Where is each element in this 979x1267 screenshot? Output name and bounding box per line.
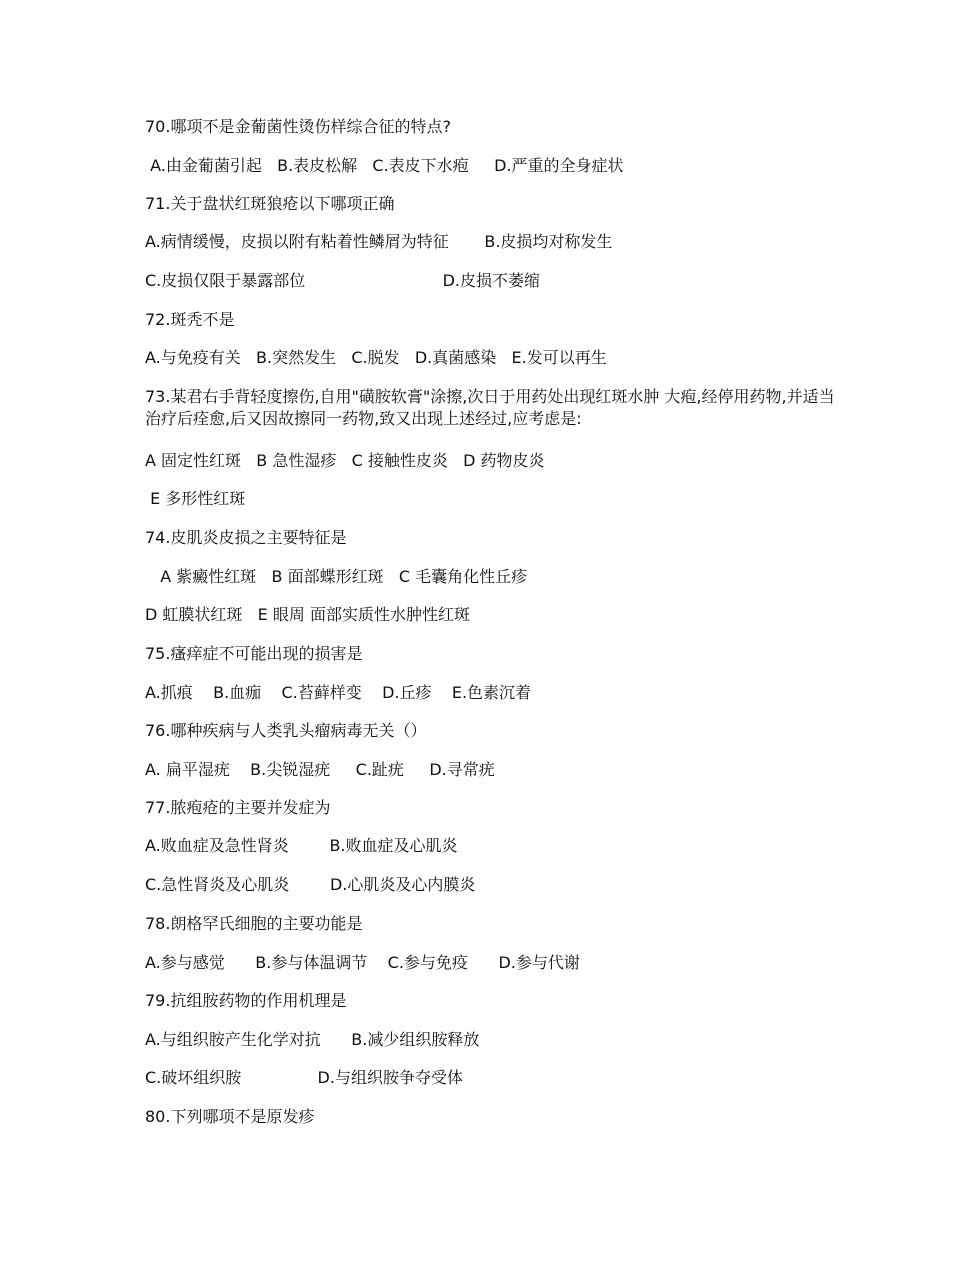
- question-71-options-cd: C.皮损仅限于暴露部位 D.皮损不萎缩: [145, 271, 540, 290]
- question-78: 78.朗格罕氏细胞的主要功能是: [145, 914, 363, 933]
- question-79-options-cd: C.破坏组织胺 D.与组织胺争夺受体: [145, 1068, 463, 1087]
- question-80: 80.下列哪项不是原发疹: [145, 1107, 315, 1126]
- question-77-options-cd: C.急性肾炎及心肌炎 D.心肌炎及心内膜炎: [145, 875, 476, 894]
- question-75-options: A.抓痕 B.血痂 C.苔藓样变 D.丘疹 E.色素沉着: [145, 683, 532, 702]
- question-79: 79.抗组胺药物的作用机理是: [145, 991, 347, 1010]
- question-75: 75.瘙痒症不可能出现的损害是: [145, 644, 363, 663]
- question-74-options-de: D 虹膜状红斑 E 眼周 面部实质性水肿性红斑: [145, 605, 470, 624]
- question-79-options-ab: A.与组织胺产生化学对抗 B.减少组织胺释放: [145, 1030, 480, 1049]
- question-74: 74.皮肌炎皮损之主要特征是: [145, 528, 347, 547]
- question-76-options: A. 扁平湿疣 B.尖锐湿疣 C.趾疣 D.寻常疣: [145, 760, 495, 779]
- question-71: 71.关于盘状红斑狼疮以下哪项正确: [145, 194, 395, 213]
- question-73-option-e: E 多形性红斑: [145, 489, 246, 508]
- question-77: 77.脓疱疮的主要并发症为: [145, 798, 331, 817]
- question-73-options-ad: A 固定性红斑 B 急性湿疹 C 接触性皮炎 D 药物皮炎: [145, 451, 545, 470]
- question-78-options: A.参与感觉 B.参与体温调节 C.参与免疫 D.参与代谢: [145, 953, 580, 972]
- question-71-options-ab: A.病情缓慢，皮损以附有粘着性鳞屑为特征 B.皮损均对称发生: [145, 232, 613, 251]
- question-70-options: A.由金葡菌引起 B.表皮松解 C.表皮下水疱 D.严重的全身症状: [145, 156, 624, 175]
- question-73: 73.某君右手背轻度擦伤,自用"磺胺软膏"涂擦,次日于用药处出现红斑水肿 大疱,经停用药物,并适当治疗后痊愈,后又因故擦同一药物,致又出现上述经过,应考虑是:: [145, 387, 835, 428]
- question-76: 76.哪种疾病与人类乳头瘤病毒无关（）: [145, 721, 427, 740]
- question-74-options-ac: A 紫癜性红斑 B 面部蝶形红斑 C 毛囊角化性丘疹: [145, 567, 528, 586]
- question-72-options: A.与免疫有关 B.突然发生 C.脱发 D.真菌感染 E.发可以再生: [145, 348, 607, 367]
- question-77-options-ab: A.败血症及急性肾炎 B.败血症及心肌炎: [145, 836, 458, 855]
- question-72: 72.斑秃不是: [145, 310, 235, 329]
- question-70: 70.哪项不是金葡菌性烫伤样综合征的特点?: [145, 117, 451, 136]
